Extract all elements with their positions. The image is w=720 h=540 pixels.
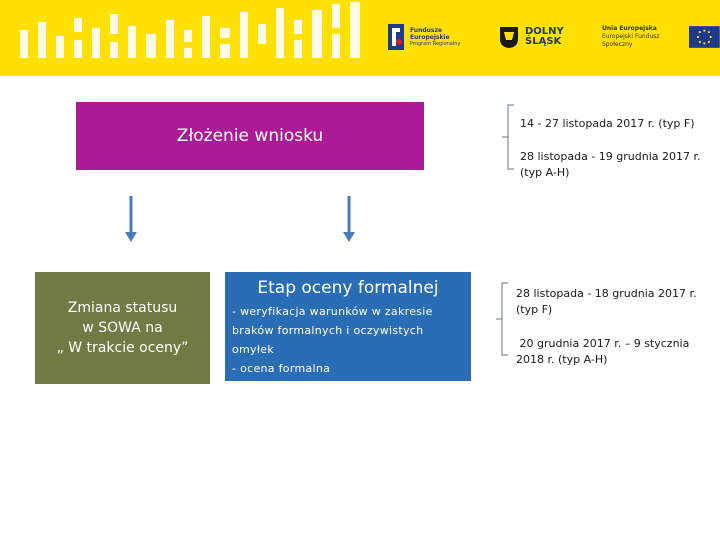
status-change-line: Zmiana statusu <box>67 300 178 316</box>
formal-review-line: braków formalnych i oczywistych <box>232 324 424 337</box>
status-change-line: w SOWA na <box>82 320 163 336</box>
formal-review-line: - weryfikacja warunków w zakresie <box>232 305 433 318</box>
bracket-bottom <box>496 282 510 356</box>
date-bottom-2-line2: 2018 r. (typ A-H) <box>516 353 608 366</box>
eu-logo-line2: Europejski Fundusz Społeczny <box>602 33 660 48</box>
region-logo <box>498 20 564 54</box>
date-bottom-1-line2: (typ F) <box>516 303 553 316</box>
funds-emblem-icon <box>386 22 406 52</box>
eu-flag-icon <box>689 25 720 49</box>
bracket-top <box>502 104 516 170</box>
date-bottom-2-line1: 20 grudnia 2017 r. – 9 stycznia <box>516 337 690 350</box>
formal-review-box <box>225 272 471 381</box>
formal-review-line: omyłek <box>232 343 275 356</box>
arrow-down-icon <box>124 196 138 244</box>
status-change-box <box>35 272 210 384</box>
formal-review-line: - ocena formalna <box>232 362 331 375</box>
eu-logo <box>602 20 720 54</box>
date-top-2-line2: (typ A-H) <box>520 166 570 179</box>
submission-box <box>76 102 424 170</box>
funds-logo-line1: Fundusze <box>410 26 443 34</box>
submission-label: Złożenie wniosku <box>176 126 324 146</box>
arrow-down-icon <box>342 196 356 244</box>
status-change-line: „ W trakcie oceny” <box>56 340 189 356</box>
formal-review-title: Etap oceny formalnej <box>257 278 439 298</box>
region-logo-line2: ŚLĄSK <box>525 36 562 47</box>
region-logo-line1: DOLNY <box>525 26 564 37</box>
date-top-1: 14 - 27 listopada 2017 r. (typ F) <box>520 117 695 130</box>
header-banner <box>0 0 720 76</box>
funds-logo <box>386 20 460 54</box>
date-top-2-line1: 28 listopada - 19 grudnia 2017 r. <box>520 150 701 163</box>
funds-logo-line2: Europejskie <box>410 33 450 41</box>
eu-logo-line1: Unia Europejska <box>602 25 657 32</box>
date-bottom-1-line1: 28 listopada - 18 grudnia 2017 r. <box>516 287 697 300</box>
region-shield-icon <box>498 25 520 49</box>
funds-logo-line3: Program Regionalny <box>410 40 461 47</box>
header-pattern-graphic <box>0 0 370 76</box>
